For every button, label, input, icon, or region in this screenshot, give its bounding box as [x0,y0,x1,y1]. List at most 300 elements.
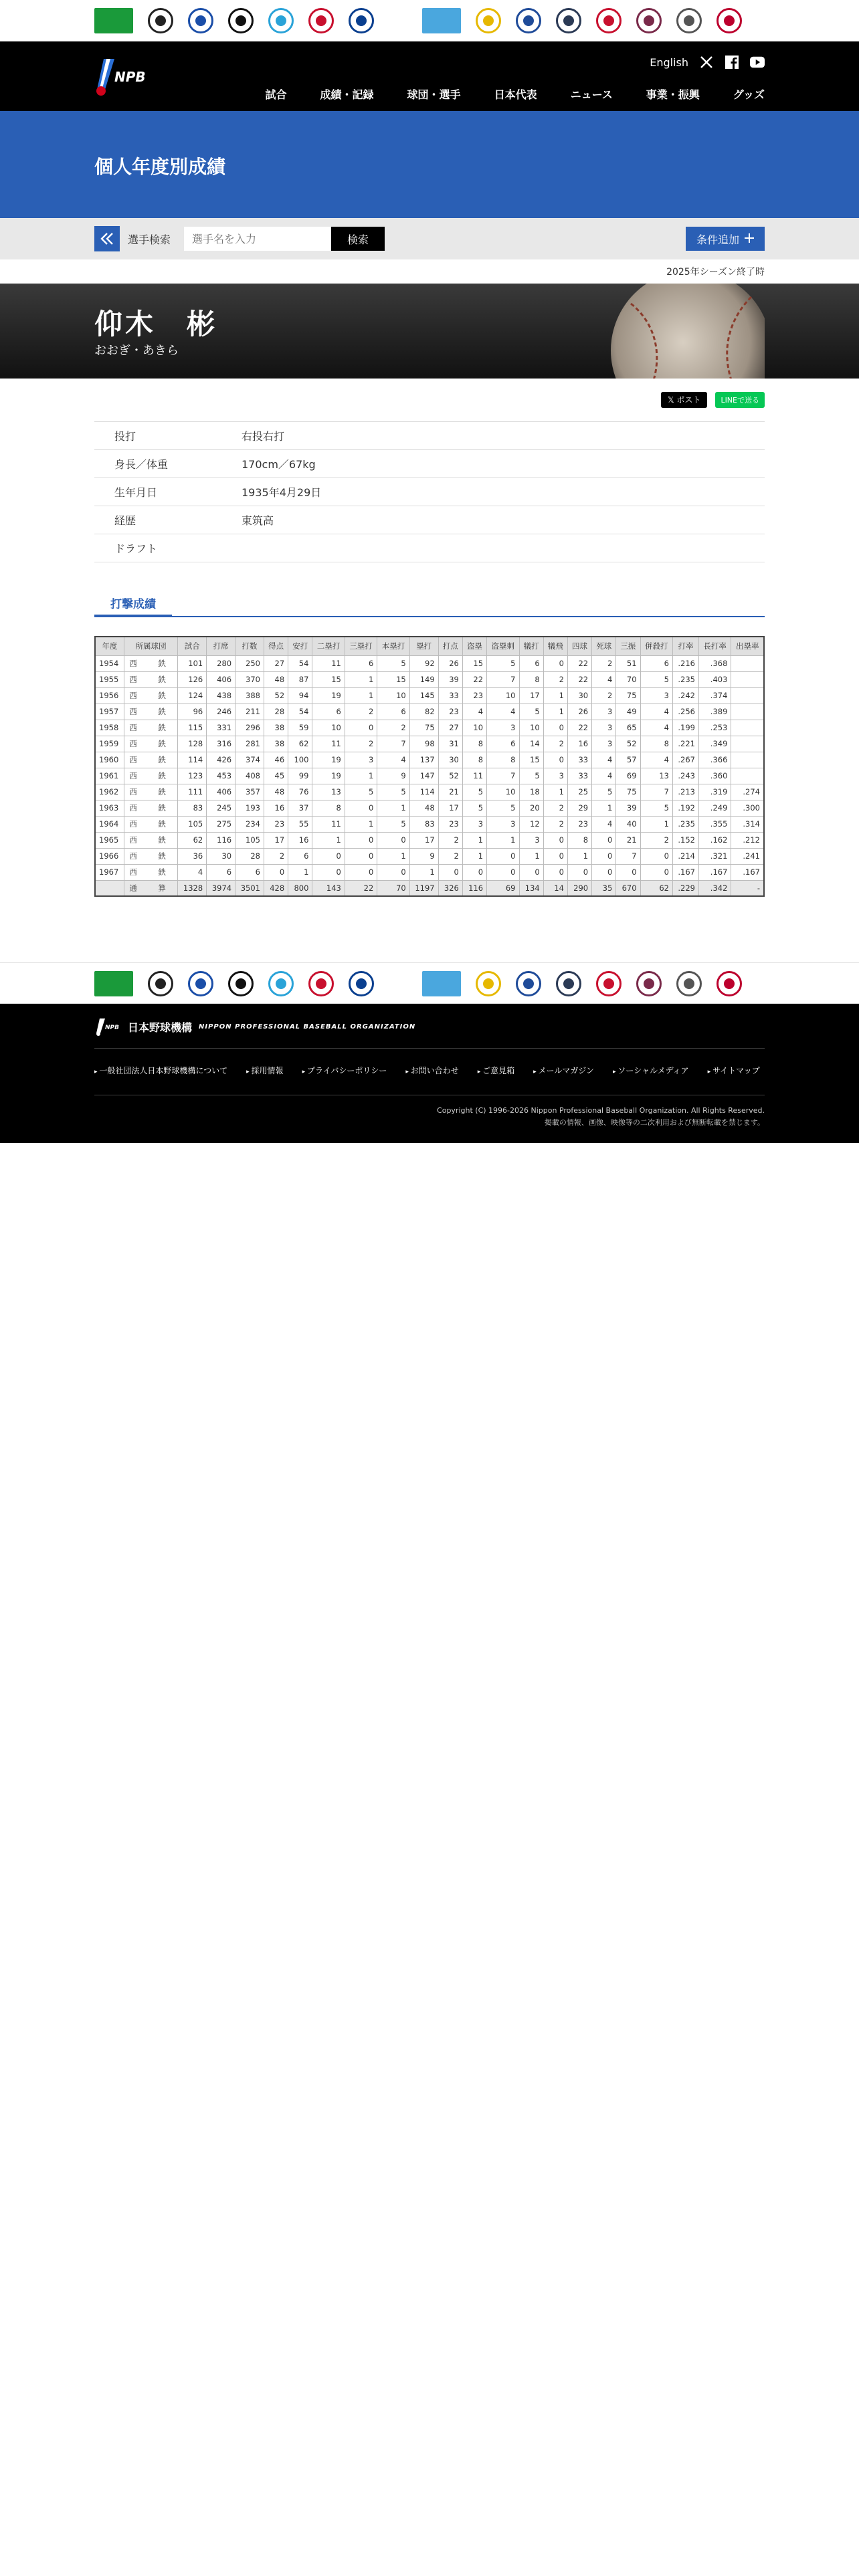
table-cell: 98 [409,736,438,752]
table-cell: 28 [235,848,264,864]
table-cell: 5 [377,655,409,671]
table-cell: 西 鉄 [124,800,177,816]
table-cell: 211 [235,704,264,720]
table-cell: 296 [235,720,264,736]
team-logo-hawks-icon[interactable] [422,971,461,996]
npb-logo[interactable] [94,55,155,99]
table-cell: 5 [345,784,377,800]
table-cell [731,655,764,671]
tab-batting[interactable]: 打撃成績 [94,592,172,617]
table-cell: 4 [640,752,672,768]
table-cell: 21 [438,784,462,800]
table-cell: 7 [377,736,409,752]
table-cell: 46 [264,752,288,768]
table-cell: 1 [377,848,409,864]
footer-org-name-en: NIPPON PROFESSIONAL BASEBALL ORGANIZATION [199,1023,416,1031]
table-cell: 西 鉄 [124,704,177,720]
table-cell: 6 [288,848,312,864]
team-logo-buffaloes-icon[interactable] [556,8,581,33]
table-cell: 1964 [95,816,124,832]
profile-label: 生年月日 [114,486,158,499]
table-cell: 19 [312,687,345,704]
table-cell: 370 [235,671,264,687]
table-cell: 0 [345,864,377,880]
double-chevron-left-icon [100,231,114,246]
table-cell: 18 [519,784,543,800]
table-cell [731,752,764,768]
table-cell: 4 [640,704,672,720]
column-header: 盗塁 [462,637,486,655]
player-search-input[interactable] [184,227,331,251]
table-cell: 1 [543,704,567,720]
total-cell [95,880,124,896]
table-cell: 16 [288,832,312,848]
profile-row [94,506,765,534]
table-row [95,800,764,816]
table-cell: 62 [178,832,207,848]
nav-stats[interactable]: 成績・記録 [320,88,374,101]
column-header: 三振 [616,637,640,655]
table-cell: 西 鉄 [124,752,177,768]
team-logo-fighters-icon[interactable] [476,8,501,33]
team-logo-giants-icon[interactable] [228,8,254,33]
column-header: 長打率 [698,637,731,655]
table-cell: 137 [409,752,438,768]
table-cell: .221 [672,736,698,752]
table-cell: 1956 [95,687,124,704]
footer-team-logos [94,963,765,1004]
table-cell: 23 [438,816,462,832]
table-cell: 1967 [95,864,124,880]
table-cell: 374 [235,752,264,768]
table-cell: 114 [178,752,207,768]
table-cell: 2 [345,736,377,752]
table-cell: 31 [438,736,462,752]
table-cell: 5 [462,800,486,816]
table-cell: 10 [312,720,345,736]
team-logo-marines-icon[interactable] [636,8,662,33]
team-logo-eagles-icon[interactable] [596,971,622,996]
footer-link[interactable]: ▸ ソーシャルメディア [613,1065,689,1076]
season-note: 2025年シーズン終了時 [666,267,765,278]
plus-icon [745,233,754,245]
table-cell: 11 [312,816,345,832]
table-cell: 19 [312,752,345,768]
table-cell: 6 [377,704,409,720]
table-row [95,671,764,687]
table-cell: 316 [207,736,235,752]
table-cell: 406 [207,784,235,800]
table-cell: 124 [178,687,207,704]
table-cell: 275 [207,816,235,832]
table-cell: 0 [543,864,567,880]
table-cell: 29 [567,800,591,816]
table-cell: 33 [567,752,591,768]
table-cell: 3 [592,704,616,720]
table-cell: 1 [377,800,409,816]
footer-link[interactable]: ▸ プライバシーポリシー [302,1065,387,1076]
back-button[interactable] [94,226,120,251]
nav-business[interactable]: 事業・振興 [646,88,700,101]
table-cell: 1 [640,816,672,832]
table-cell: 105 [235,832,264,848]
x-post-button[interactable]: 𝕏 ポスト [661,392,708,408]
table-cell: .249 [698,800,731,816]
total-cell: 800 [288,880,312,896]
table-cell: 4 [592,671,616,687]
team-logo-fighters-icon[interactable] [476,971,501,996]
table-cell: 1 [462,848,486,864]
nav-national-team[interactable]: 日本代表 [494,88,537,101]
table-cell: 51 [616,655,640,671]
utility-links [650,55,765,70]
table-cell: 250 [235,655,264,671]
table-cell: 0 [487,848,519,864]
table-cell: 4 [592,816,616,832]
table-cell: 128 [178,736,207,752]
table-cell: 45 [264,768,288,784]
table-cell: 西 鉄 [124,816,177,832]
footer-link[interactable]: ▸ 採用情報 [246,1065,283,1076]
site-footer [0,1004,859,1143]
table-cell: 8 [519,671,543,687]
profile-row [94,534,765,562]
team-logo-swallows-icon[interactable] [268,8,294,33]
table-cell: 17 [438,800,462,816]
table-cell: 3 [592,720,616,736]
nav-news[interactable]: ニュース [570,88,613,101]
nav-teams[interactable]: 球団・選手 [407,88,461,101]
table-cell: 17 [264,832,288,848]
table-row [95,848,764,864]
team-logo-baystars-icon[interactable] [188,971,213,996]
table-cell [731,687,764,704]
table-cell [731,704,764,720]
team-logo-lions2-icon[interactable] [676,8,702,33]
table-cell: 99 [288,768,312,784]
footer-link[interactable]: ▸ お問い合わせ [405,1065,458,1076]
team-logo-buffaloes-icon[interactable] [556,971,581,996]
table-cell: 4 [592,752,616,768]
table-cell: 4 [377,752,409,768]
table-cell: .152 [672,832,698,848]
copyright: Copyright (C) 1996-2026 Nippon Professional Baseball Organization. All Rights Reserved. [437,1106,765,1115]
table-cell: 4 [592,768,616,784]
table-cell: 0 [543,832,567,848]
site-header [0,41,859,111]
team-logo-carp-icon[interactable] [94,971,133,996]
table-cell [731,768,764,784]
table-cell: 23 [462,687,486,704]
nav-goods[interactable]: グッズ [733,88,765,101]
table-cell: 1962 [95,784,124,800]
table-cell: .300 [731,800,764,816]
footer-link[interactable]: ▸ メールマガジン [533,1065,594,1076]
table-cell: 114 [409,784,438,800]
total-cell: .229 [672,880,698,896]
table-cell: 23 [438,704,462,720]
x-icon[interactable] [699,55,714,70]
table-row [95,768,764,784]
table-row [95,784,764,800]
profile-value: 東筑高 [242,514,274,527]
table-cell: 30 [438,752,462,768]
total-cell: 3501 [235,880,264,896]
table-cell: 92 [409,655,438,671]
team-logo-carp2-icon[interactable] [308,971,334,996]
table-cell: 59 [288,720,312,736]
table-cell: 西 鉄 [124,687,177,704]
team-logos [94,0,765,41]
table-cell: 8 [487,752,519,768]
table-cell: 20 [519,800,543,816]
table-cell: 52 [616,736,640,752]
total-cell: 1197 [409,880,438,896]
column-header: 四球 [567,637,591,655]
team-logo-dragons-icon[interactable] [349,971,374,996]
team-logo-eagles-icon[interactable] [596,8,622,33]
table-cell: 0 [345,832,377,848]
column-header: 打席 [207,637,235,655]
team-logo-carp2-icon[interactable] [308,8,334,33]
table-cell: 0 [462,864,486,880]
youtube-icon[interactable] [750,55,765,70]
table-cell: 1960 [95,752,124,768]
table-cell: 11 [312,736,345,752]
table-cell: 22 [462,671,486,687]
table-cell: 西 鉄 [124,864,177,880]
table-row [95,687,764,704]
table-cell: 5 [519,768,543,784]
table-cell: .274 [731,784,764,800]
table-cell: 0 [377,864,409,880]
table-row [95,816,764,832]
table-cell: 245 [207,800,235,816]
batting-stats-table [94,636,765,897]
table-cell: 33 [567,768,591,784]
table-cell: 0 [543,720,567,736]
global-nav [232,86,765,102]
table-cell: .256 [672,704,698,720]
table-cell: 10 [377,687,409,704]
column-header: 打数 [235,637,264,655]
share-buttons [94,392,765,408]
table-cell: 193 [235,800,264,816]
table-cell: 2 [345,704,377,720]
table-cell: 281 [235,736,264,752]
column-header: 出塁率 [731,637,764,655]
team-logo-samurai-japan-icon[interactable] [717,8,742,33]
table-cell: 13 [312,784,345,800]
svg-text:NPB: NPB [114,69,146,85]
table-cell: 406 [207,671,235,687]
team-logo-lions2-icon[interactable] [676,971,702,996]
total-cell: 22 [345,880,377,896]
table-cell: 17 [519,687,543,704]
table-cell: 0 [543,752,567,768]
table-cell: 0 [592,832,616,848]
column-header: 死球 [592,637,616,655]
baseball-image [584,284,765,379]
table-cell: 38 [264,736,288,752]
table-cell: 33 [438,687,462,704]
table-cell: 408 [235,768,264,784]
table-cell: 3 [462,816,486,832]
table-cell: 2 [640,832,672,848]
table-cell: 37 [288,800,312,816]
table-cell: .192 [672,800,698,816]
table-cell: 1966 [95,848,124,864]
team-logo-lions-icon[interactable] [516,971,541,996]
footer-link[interactable]: ▸ 一般社団法人日本野球機構について [94,1065,227,1076]
profile-value: 170cm／67kg [242,458,316,471]
table-cell: 83 [409,816,438,832]
team-logo-bar [0,0,859,41]
table-cell: 426 [207,752,235,768]
column-header: 安打 [288,637,312,655]
table-cell: .162 [698,832,731,848]
table-cell: 147 [409,768,438,784]
table-row [95,704,764,720]
team-logo-dragons-icon[interactable] [349,8,374,33]
table-cell: 0 [487,864,519,880]
table-cell: 1955 [95,671,124,687]
table-cell: 7 [487,671,519,687]
table-cell: 62 [288,736,312,752]
table-cell: 8 [640,736,672,752]
table-cell: 8 [462,752,486,768]
team-logo-giants-icon[interactable] [228,971,254,996]
english-link[interactable]: English [650,56,688,69]
table-cell: .403 [698,671,731,687]
npb-mark-icon [94,1017,121,1036]
table-cell: 48 [264,784,288,800]
table-cell: .321 [698,848,731,864]
table-cell: 3 [519,832,543,848]
add-condition-button[interactable] [686,227,765,251]
table-cell: 4 [178,864,207,880]
column-header: 盗塁刺 [487,637,519,655]
table-cell: 西 鉄 [124,832,177,848]
page-title: 個人年度別成績 [94,156,226,178]
table-cell: 438 [207,687,235,704]
table-cell: 1961 [95,768,124,784]
table-cell: 0 [345,800,377,816]
table-cell: 12 [519,816,543,832]
table-cell: 27 [438,720,462,736]
team-logo-swallows-icon[interactable] [268,971,294,996]
column-header: 二塁打 [312,637,345,655]
footer-team-logo-bar [0,962,859,1004]
table-cell: 145 [409,687,438,704]
table-cell: .167 [698,864,731,880]
column-header: 年度 [95,637,124,655]
total-cell: 通 算 [124,880,177,896]
table-cell: .167 [731,864,764,880]
table-cell: .235 [672,671,698,687]
table-cell: 1 [312,832,345,848]
footer-logo[interactable] [94,1017,765,1036]
search-button[interactable]: 検索 [331,227,385,251]
profile-row [94,478,765,506]
table-cell: 246 [207,704,235,720]
table-cell: 6 [312,704,345,720]
table-cell: 9 [409,848,438,864]
table-cell: 5 [487,800,519,816]
team-logo-hawks-icon[interactable] [422,8,461,33]
table-cell: 4 [640,720,672,736]
table-cell: .267 [672,752,698,768]
table-cell: 4 [487,704,519,720]
table-cell: .235 [672,816,698,832]
table-cell: 126 [178,671,207,687]
team-logo-marines-icon[interactable] [636,971,662,996]
table-cell: 0 [592,864,616,880]
table-cell: 27 [264,655,288,671]
table-cell: 49 [616,704,640,720]
line-share-button[interactable]: LINEで送る [715,392,765,408]
table-cell: 0 [438,864,462,880]
table-cell: 101 [178,655,207,671]
table-cell: 15 [377,671,409,687]
table-cell: 1958 [95,720,124,736]
table-cell: 15 [312,671,345,687]
page-title-band [0,111,859,218]
team-logo-samurai-japan-icon[interactable] [717,971,742,996]
total-cell: 134 [519,880,543,896]
stats-tabs [94,592,765,617]
nav-games[interactable]: 試合 [265,88,287,101]
table-cell: 10 [462,720,486,736]
table-cell: 453 [207,768,235,784]
footer-link[interactable]: ▸ サイトマップ [708,1065,760,1076]
table-cell: 21 [616,832,640,848]
table-cell: 5 [592,784,616,800]
table-cell: .199 [672,720,698,736]
table-cell: 22 [567,720,591,736]
column-header: 併殺打 [640,637,672,655]
table-cell: 76 [288,784,312,800]
table-cell: 2 [438,848,462,864]
table-cell: 1 [519,848,543,864]
table-cell: 1 [345,816,377,832]
table-cell: 331 [207,720,235,736]
table-cell: 西 鉄 [124,784,177,800]
footer-link[interactable]: ▸ ご意見箱 [478,1065,514,1076]
team-logo-tigers-icon[interactable] [148,971,173,996]
table-cell: .253 [698,720,731,736]
table-cell: 2 [377,720,409,736]
table-cell: .319 [698,784,731,800]
table-cell: 3 [487,720,519,736]
table-cell: .314 [731,816,764,832]
facebook-icon[interactable] [725,55,739,70]
table-cell: 7 [616,848,640,864]
table-cell: .213 [672,784,698,800]
table-cell: 83 [178,800,207,816]
table-cell: 2 [543,800,567,816]
total-cell: 35 [592,880,616,896]
team-logo-tigers-icon[interactable] [148,8,173,33]
column-header: 打点 [438,637,462,655]
table-cell: 0 [567,864,591,880]
team-logo-carp-icon[interactable] [94,8,133,33]
table-cell: 75 [616,687,640,704]
team-logo-lions-icon[interactable] [516,8,541,33]
table-cell: 0 [543,655,567,671]
table-cell: 1 [567,848,591,864]
team-logo-baystars-icon[interactable] [188,8,213,33]
